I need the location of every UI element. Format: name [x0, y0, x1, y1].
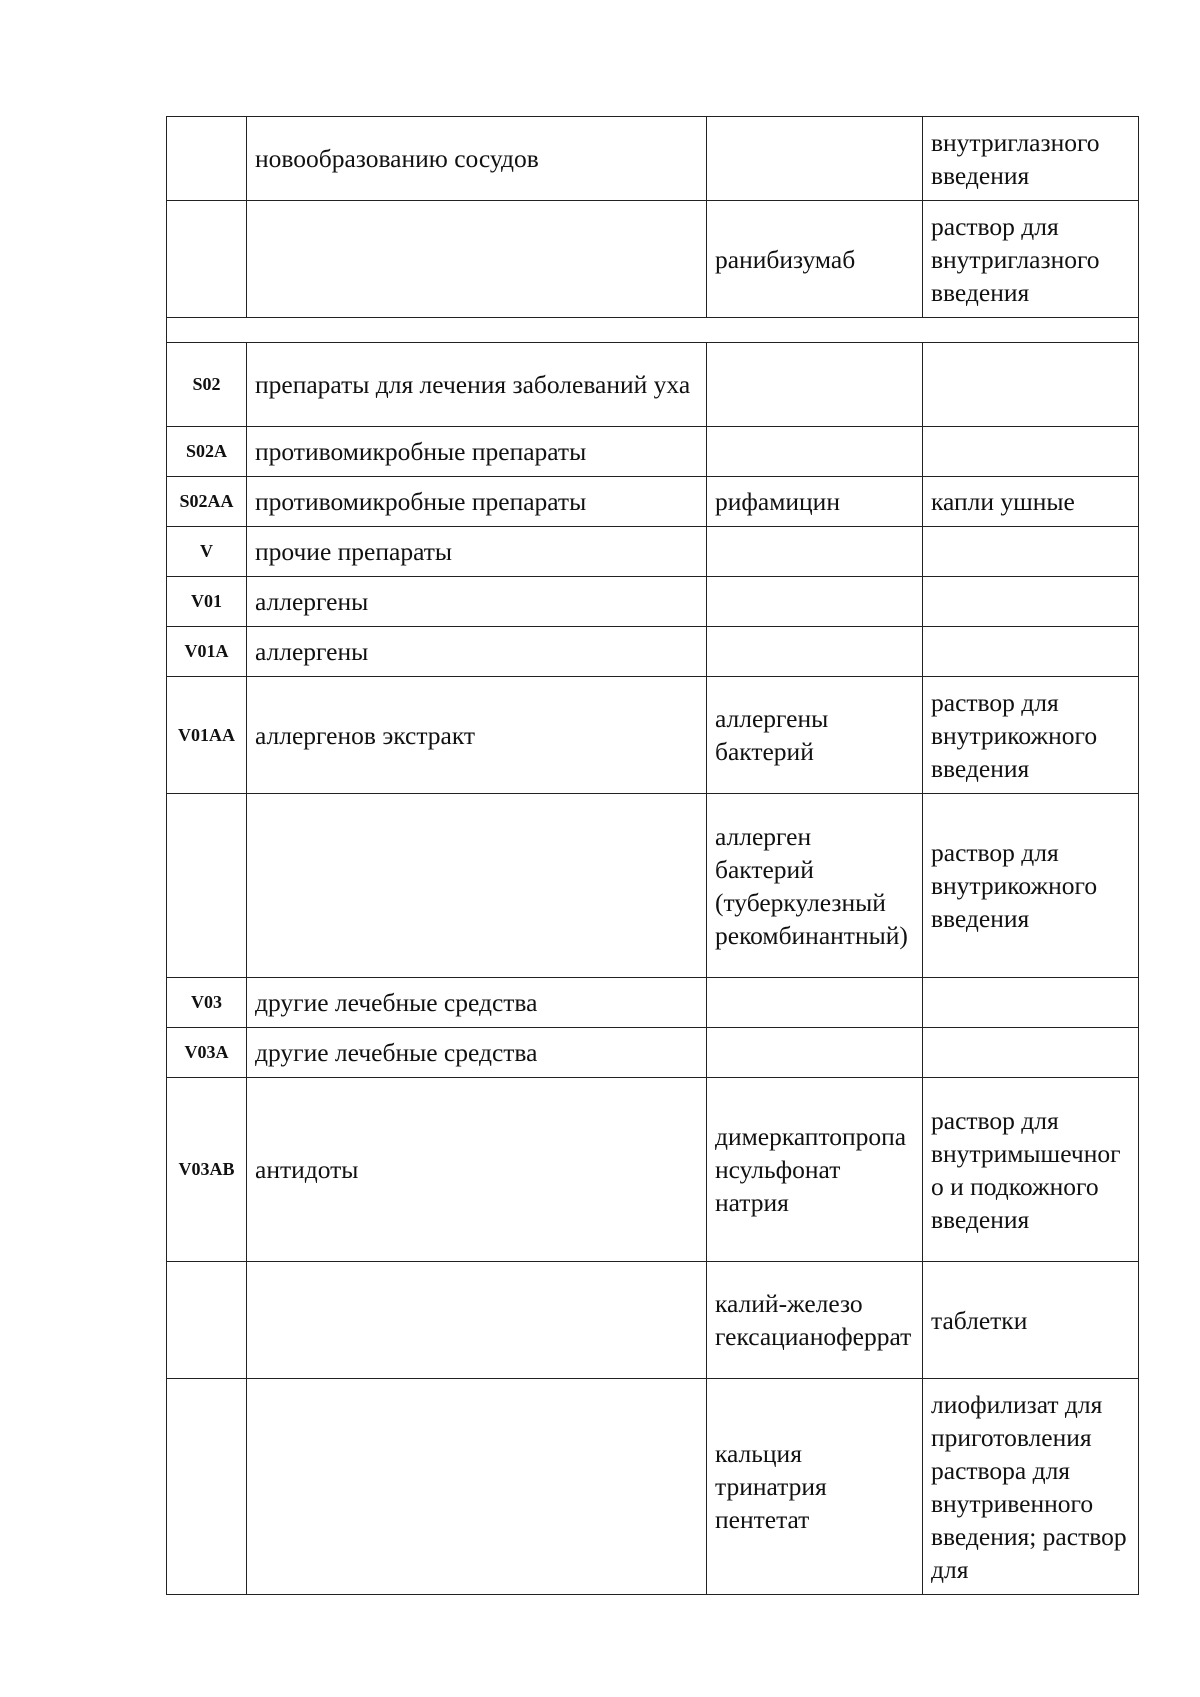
spacer-cell	[167, 318, 1139, 343]
table-row	[167, 527, 1139, 577]
atc-code-cell: V01AA	[167, 677, 247, 794]
atc-code-cell	[167, 1262, 247, 1379]
atc-code-cell: V03AB	[167, 1078, 247, 1262]
group-name-cell	[247, 201, 707, 318]
group-name-cell: аллергены	[247, 577, 707, 627]
table-row	[167, 978, 1139, 1028]
drug-name-cell	[707, 978, 923, 1028]
drug-name-cell: калий-железо гексацианоферрат	[707, 1262, 923, 1379]
dosage-form-cell	[923, 627, 1139, 677]
group-name-cell: антидоты	[247, 1078, 707, 1262]
atc-code-cell: V03	[167, 978, 247, 1028]
dosage-form-cell	[923, 1028, 1139, 1078]
drug-name-cell	[707, 527, 923, 577]
table-row	[167, 627, 1139, 677]
dosage-form-cell: раствор для внутримышечного и подкожного введения	[923, 1078, 1139, 1262]
table-row	[167, 1262, 1139, 1379]
drug-name-cell: кальция тринатрия пентетат	[707, 1379, 923, 1595]
drug-name-cell	[707, 117, 923, 201]
drug-name-cell: димеркаптопропансульфонат натрия	[707, 1078, 923, 1262]
group-name-cell: другие лечебные средства	[247, 1028, 707, 1078]
table-row	[167, 427, 1139, 477]
dosage-form-cell: таблетки	[923, 1262, 1139, 1379]
table-row	[167, 677, 1139, 794]
table-row	[167, 343, 1139, 427]
dosage-form-cell: раствор для внутрикожного введения	[923, 677, 1139, 794]
atc-code-cell: V03A	[167, 1028, 247, 1078]
atc-code-cell: S02AA	[167, 477, 247, 527]
drug-name-cell: аллерген бактерий (туберкулезный рекомбинантный)	[707, 794, 923, 978]
dosage-form-cell	[923, 527, 1139, 577]
dosage-form-cell: капли ушные	[923, 477, 1139, 527]
group-name-cell	[247, 1379, 707, 1595]
atc-code-cell: S02	[167, 343, 247, 427]
dosage-form-cell	[923, 577, 1139, 627]
drug-classification-table	[166, 116, 1139, 1595]
drug-name-cell: рифамицин	[707, 477, 923, 527]
group-name-cell: препараты для лечения заболеваний уха	[247, 343, 707, 427]
drug-name-cell	[707, 627, 923, 677]
table-row	[167, 477, 1139, 527]
dosage-form-cell	[923, 427, 1139, 477]
group-name-cell: прочие препараты	[247, 527, 707, 577]
dosage-form-cell: раствор для внутрикожного введения	[923, 794, 1139, 978]
atc-code-cell	[167, 794, 247, 978]
group-name-cell: аллергены	[247, 627, 707, 677]
atc-code-cell	[167, 117, 247, 201]
table-row	[167, 794, 1139, 978]
drug-name-cell: аллергены бактерий	[707, 677, 923, 794]
table-row	[167, 1379, 1139, 1595]
table-row	[167, 1028, 1139, 1078]
dosage-form-cell: раствор для внутриглазного введения	[923, 201, 1139, 318]
group-name-cell	[247, 1262, 707, 1379]
table-row	[167, 117, 1139, 201]
dosage-form-cell	[923, 343, 1139, 427]
atc-code-cell: S02A	[167, 427, 247, 477]
table-row	[167, 1078, 1139, 1262]
drug-name-cell	[707, 427, 923, 477]
drug-name-cell	[707, 1028, 923, 1078]
atc-code-cell: V01	[167, 577, 247, 627]
dosage-form-cell: лиофилизат для приготовления раствора для внутривенного введения; раствор для	[923, 1379, 1139, 1595]
group-name-cell: противомикробные препараты	[247, 477, 707, 527]
dosage-form-cell: внутриглазного введения	[923, 117, 1139, 201]
drug-name-cell: ранибизумаб	[707, 201, 923, 318]
atc-code-cell	[167, 1379, 247, 1595]
drug-name-cell	[707, 343, 923, 427]
atc-code-cell	[167, 201, 247, 318]
drug-name-cell	[707, 577, 923, 627]
group-name-cell: противомикробные препараты	[247, 427, 707, 477]
table-row	[167, 577, 1139, 627]
atc-code-cell: V	[167, 527, 247, 577]
dosage-form-cell	[923, 978, 1139, 1028]
table-row	[167, 201, 1139, 318]
group-name-cell: другие лечебные средства	[247, 978, 707, 1028]
table-spacer-row	[167, 318, 1139, 343]
group-name-cell: новообразованию сосудов	[247, 117, 707, 201]
group-name-cell: аллергенов экстракт	[247, 677, 707, 794]
group-name-cell	[247, 794, 707, 978]
atc-code-cell: V01A	[167, 627, 247, 677]
